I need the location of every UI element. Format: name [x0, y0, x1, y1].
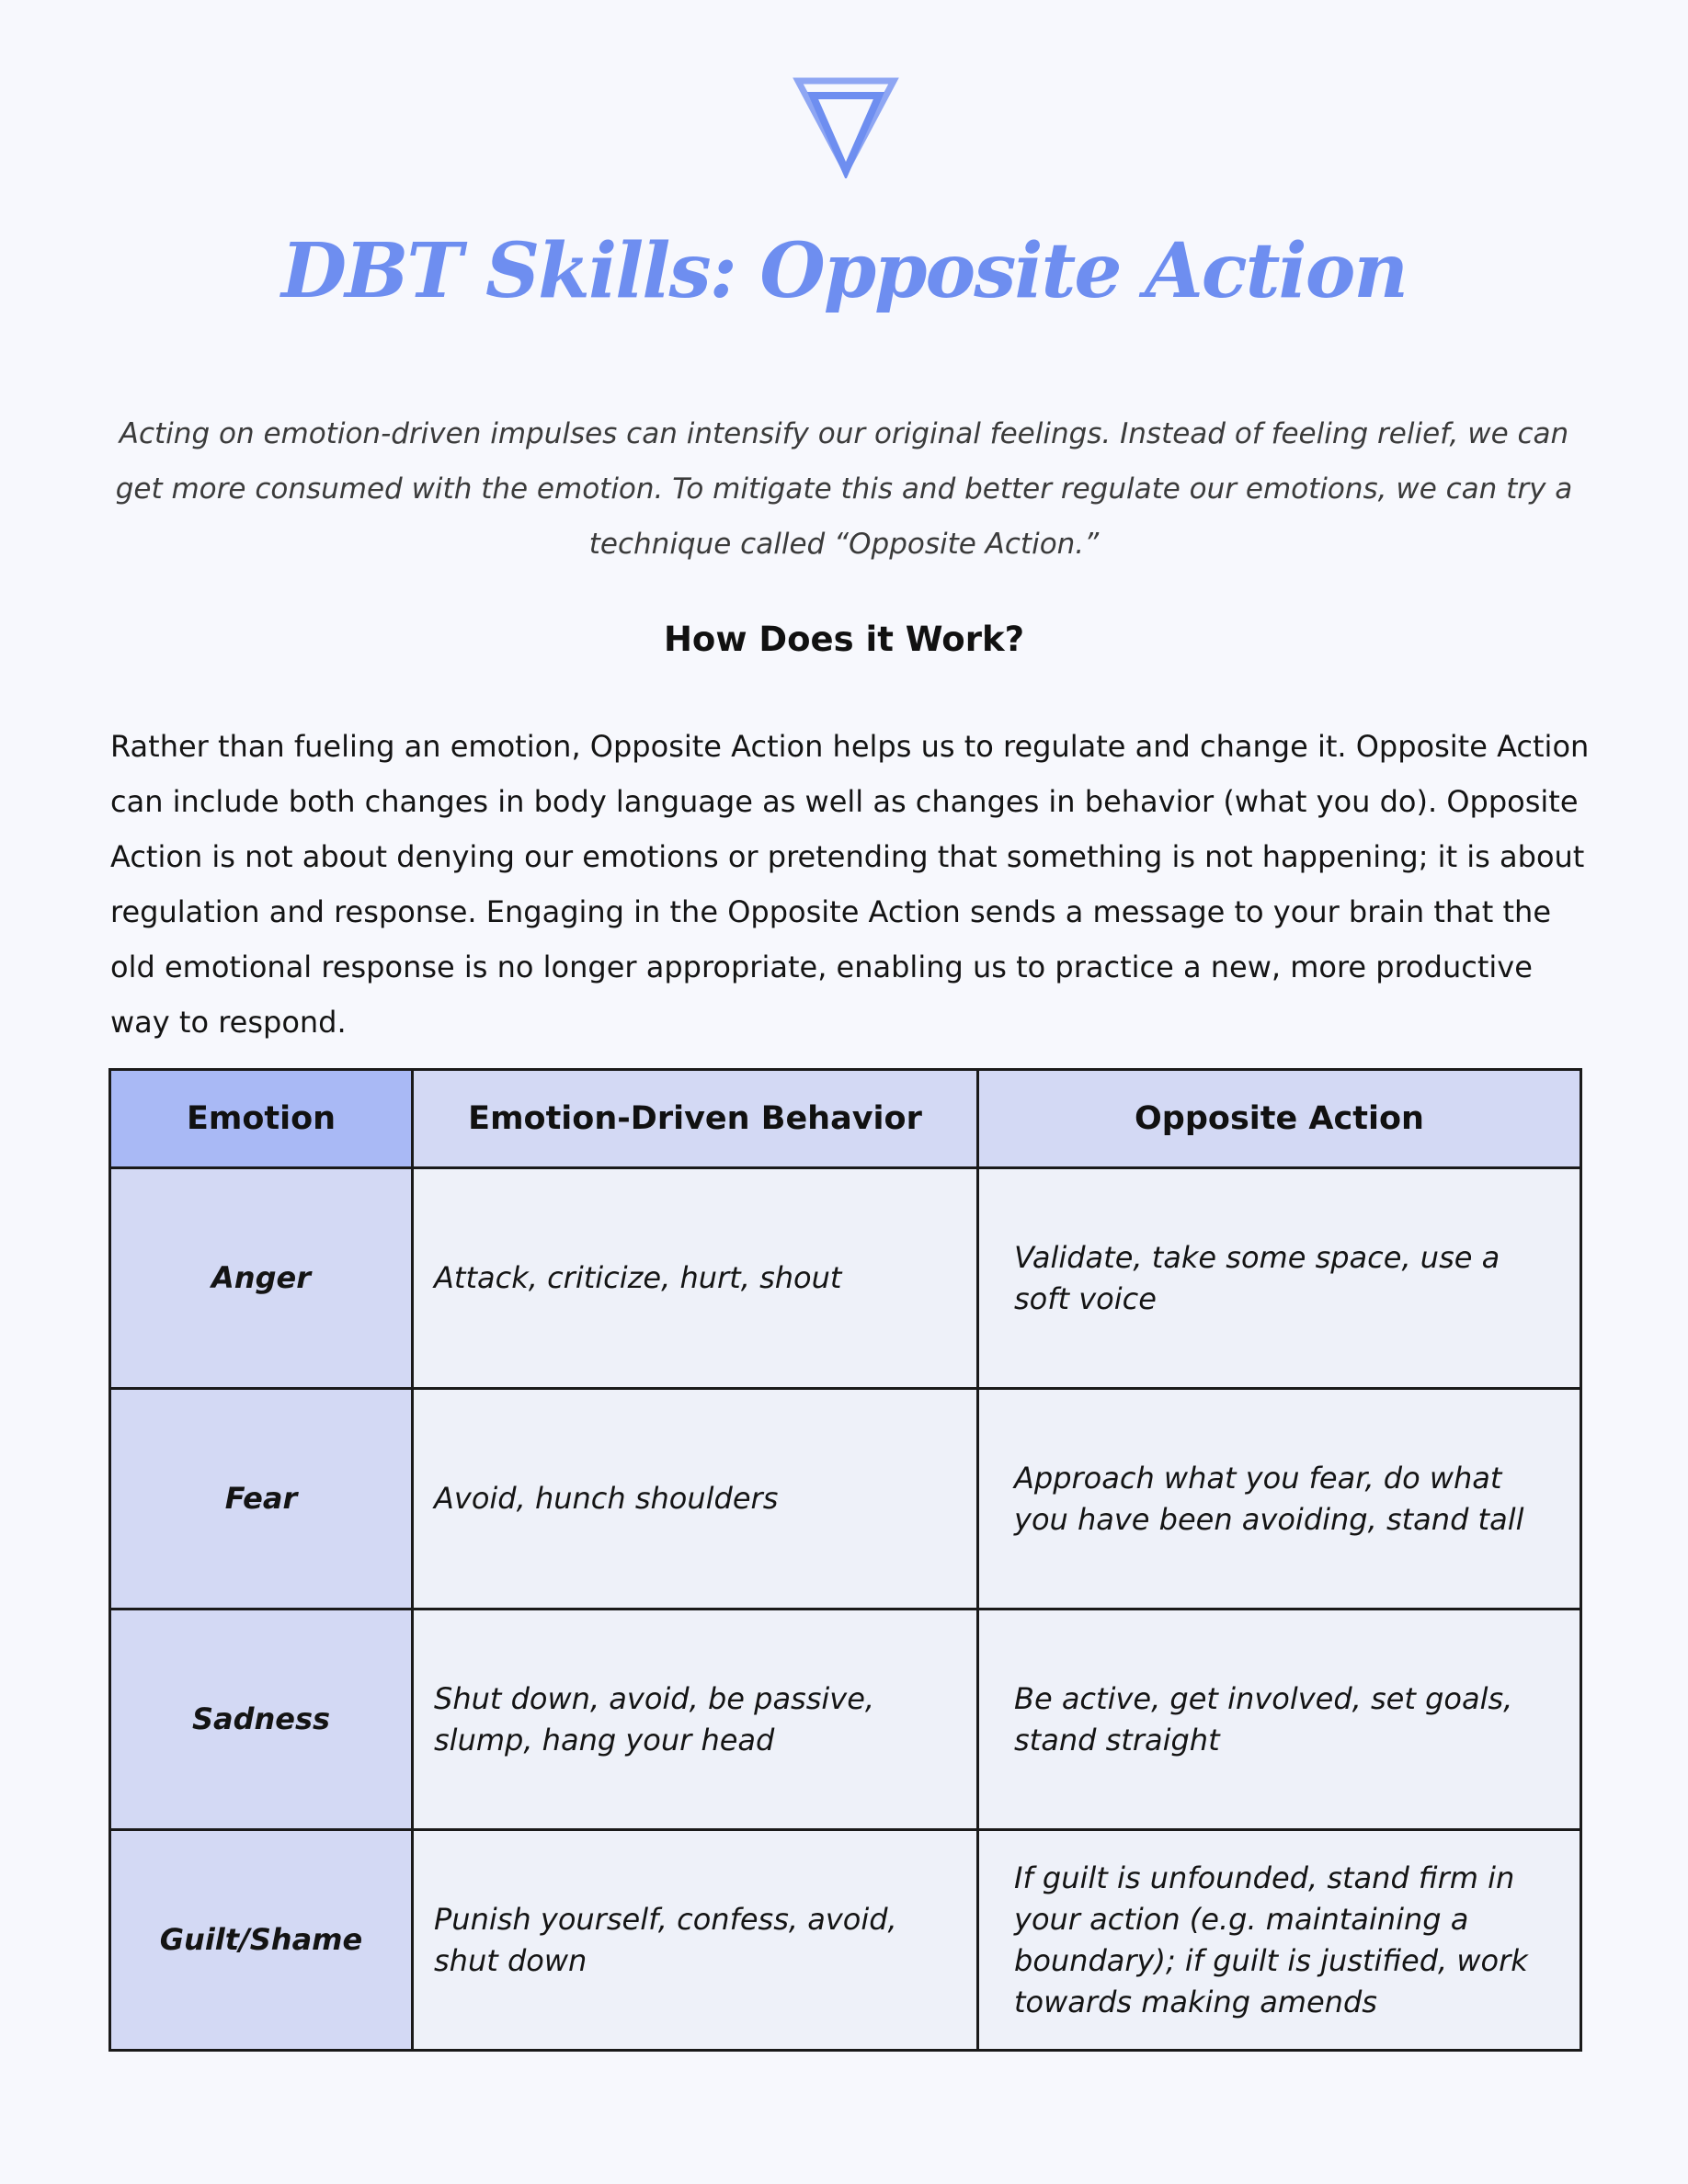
action-cell: Be active, get involved, set goals, stand straight [978, 1610, 1581, 1830]
page-title: DBT Skills: Opposite Action [280, 227, 1408, 315]
action-cell: Approach what you fear, do what you have been avoiding, stand tall [978, 1389, 1581, 1610]
behavior-cell: Shut down, avoid, be passive, slump, hang your head [413, 1610, 978, 1830]
emotion-cell: Fear [110, 1389, 413, 1610]
behavior-cell: Attack, criticize, hurt, shout [413, 1168, 978, 1389]
table-header-row [110, 1070, 1581, 1168]
header-opposite-action: Opposite Action [978, 1070, 1581, 1168]
header-emotion-driven-behavior: Emotion-Driven Behavior [413, 1070, 978, 1168]
intro-paragraph: Acting on emotion-driven impulses can intensify our original feelings. Instead of feeling relief, we can get more consumed with the emotion. To mitigate this and better regulate our emotions, we can try a technique called “Opposite Action.” [115, 417, 1573, 561]
section-heading: How Does it Work? [663, 620, 1025, 659]
emotion-cell: Guilt/Shame [110, 1830, 413, 2051]
table-row [110, 1389, 1581, 1610]
body-paragraph: Rather than fueling an emotion, Opposite Action helps us to regulate and change it. Opposite Action can include both changes in body language as well as changes in behavior (what you do). Opposite Action is not about denying our emotions or pretending that something is not happening; it is about regulation and response. Engaging in the Opposite Action sends a message to your brain that the old emotional response is no longer appropriate, enabling us to practice a new, more productive way to respond. [110, 729, 1590, 1040]
action-cell: If guilt is unfounded, stand firm in your action (e.g. maintaining a boundary); if guilt is justified, work towards making amends [978, 1830, 1581, 2051]
table-row [110, 1830, 1581, 2051]
table-row [110, 1168, 1581, 1389]
table-row [110, 1610, 1581, 1830]
behavior-cell: Punish yourself, confess, avoid, shut down [413, 1830, 978, 2051]
header-emotion: Emotion [110, 1070, 413, 1168]
opposite-action-table [108, 1068, 1582, 2052]
action-cell: Validate, take some space, use a soft voice [978, 1168, 1581, 1389]
behavior-cell: Avoid, hunch shoulders [413, 1389, 978, 1610]
double-triangle-logo-icon [793, 75, 899, 178]
emotion-cell: Sadness [110, 1610, 413, 1830]
emotion-cell: Anger [110, 1168, 413, 1389]
